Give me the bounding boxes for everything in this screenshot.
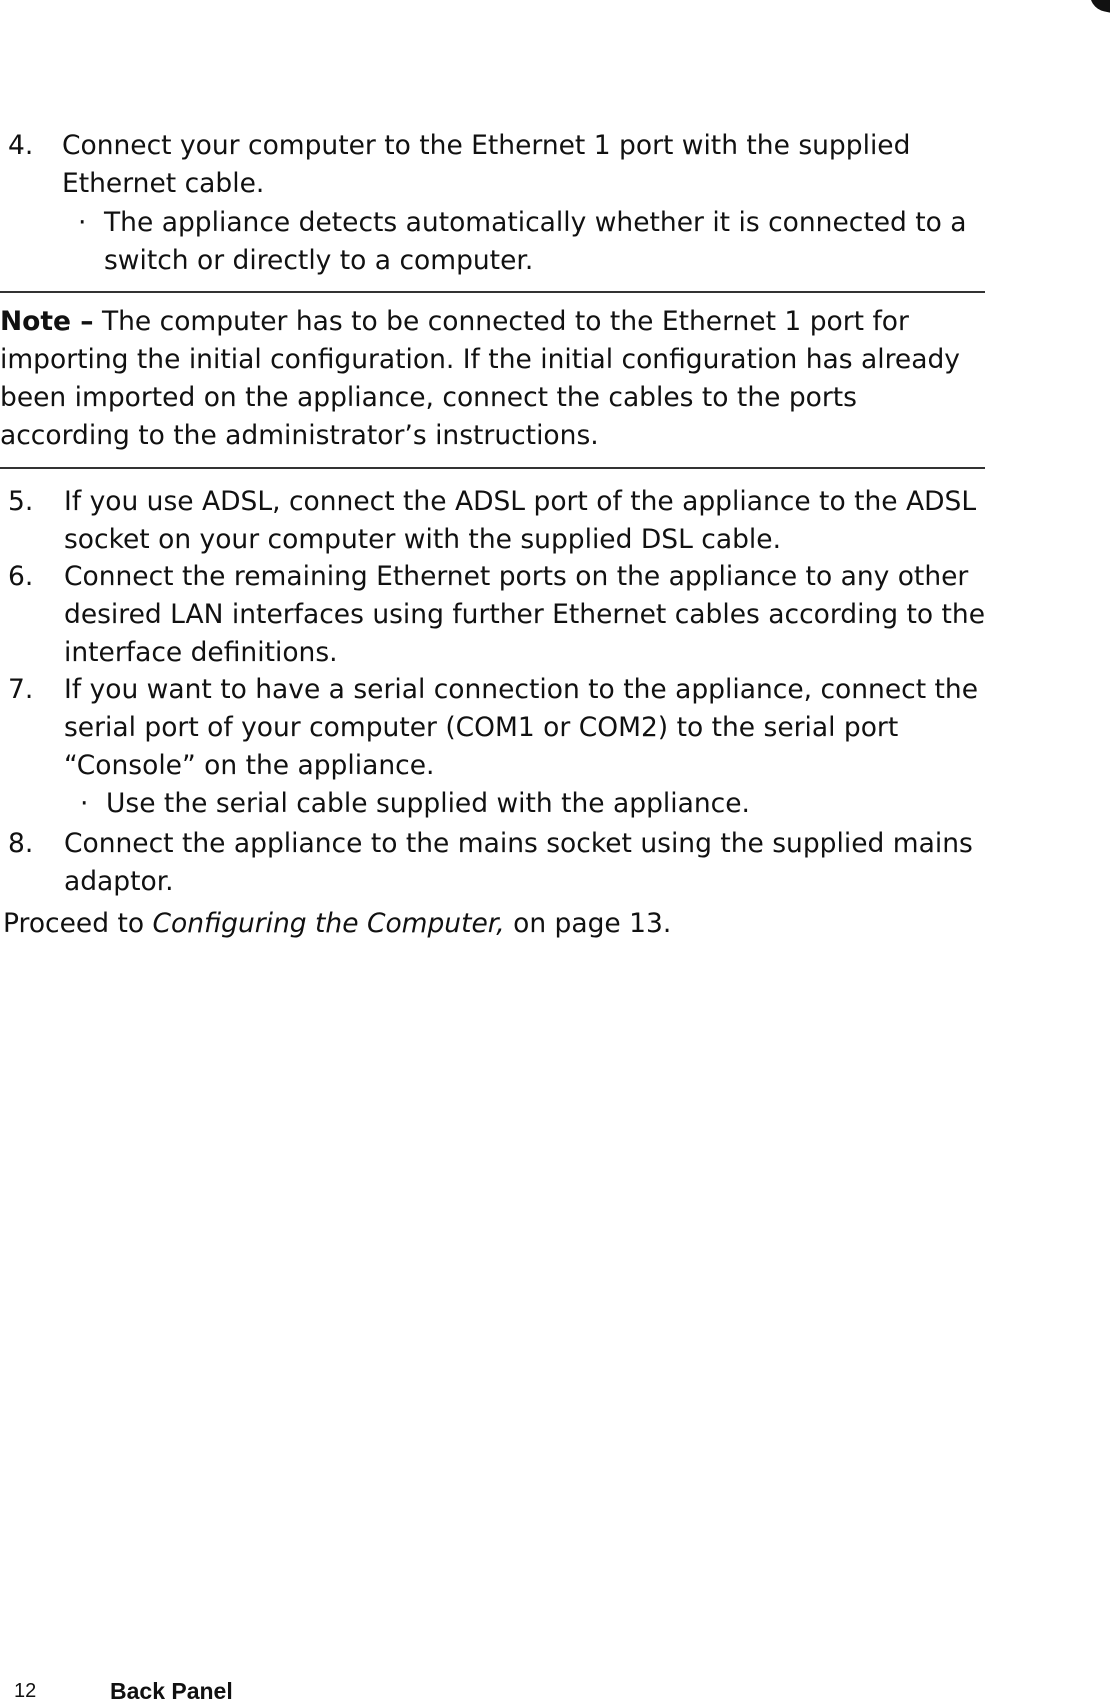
- step-7: [8, 671, 998, 823]
- section-title: Back Panel: [110, 1678, 233, 1704]
- bullet-dot-icon: ·: [80, 788, 89, 819]
- step-number: 8.: [8, 828, 34, 859]
- note-text: The computer has to be connected to the Ethernet 1 port for importing the initial configuration. If the initial configuration has already been imported on the appliance, connect the cables to the ports according to the administrator’s instructions.: [0, 306, 960, 451]
- note-block: [0, 303, 990, 455]
- step-number: 5.: [8, 486, 34, 517]
- bullet-item: [80, 785, 998, 823]
- bullet-text: Use the serial cable supplied with the appliance.: [106, 788, 750, 819]
- step-number: 4.: [8, 130, 34, 161]
- bullet-item: [78, 204, 998, 280]
- step-text: Connect your computer to the Ethernet 1 port with the supplied Ethernet cable.: [62, 130, 911, 199]
- cross-reference-link: Configuring the Computer,: [152, 908, 505, 939]
- note-bottom-rule: [0, 467, 985, 469]
- note-label: Note –: [0, 306, 94, 337]
- note-top-rule: [0, 291, 985, 293]
- step-text: Connect the appliance to the mains socket using the supplied mains adaptor.: [64, 828, 973, 897]
- proceed-suffix: on page 13.: [504, 908, 672, 939]
- bullet-text: The appliance detects automatically whether it is connected to a switch or directly to a computer.: [104, 207, 967, 276]
- bullet-dot-icon: ·: [78, 207, 87, 238]
- proceed-line: [3, 905, 993, 943]
- step-6: [8, 558, 998, 672]
- page-number: 12: [14, 1680, 37, 1702]
- step-number: 6.: [8, 561, 34, 592]
- proceed-prefix: Proceed to: [3, 908, 153, 939]
- step-5: [8, 483, 998, 559]
- step-4: [8, 127, 998, 280]
- step-number: 7.: [8, 674, 34, 705]
- step-text: If you want to have a serial connection to the appliance, connect the serial port of your computer (COM1 or COM2) to the serial port “Console” on the appliance.: [64, 674, 979, 781]
- step-text: If you use ADSL, connect the ADSL port of the appliance to the ADSL socket on your computer with the supplied DSL cable.: [64, 486, 977, 555]
- step-8: [8, 825, 998, 901]
- step-text: Connect the remaining Ethernet ports on the appliance to any other desired LAN interfaces using further Ethernet cables according to the interface definitions.: [64, 561, 986, 668]
